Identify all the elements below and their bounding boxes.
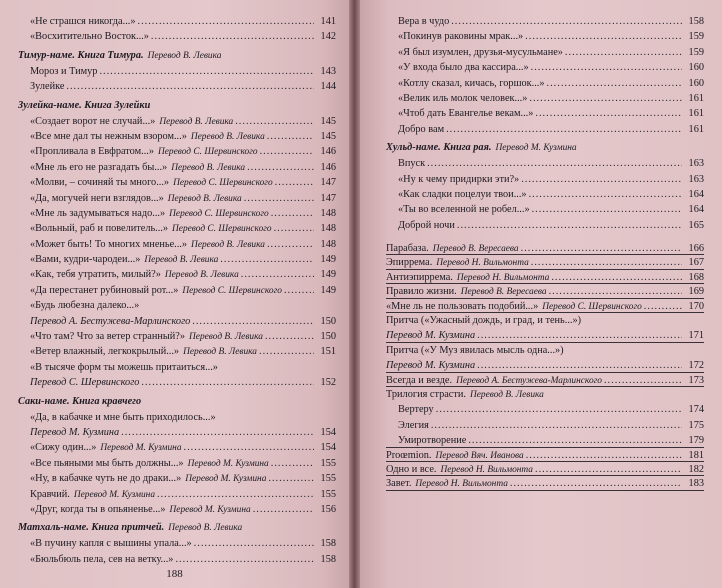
toc-entry [386, 14, 704, 29]
page-ref: 160 [688, 77, 704, 89]
page-ref: 164 [688, 204, 704, 216]
leader-dots [549, 284, 682, 299]
translator-credit: Перевод В. Левика [168, 523, 243, 534]
page-ref: 179 [688, 435, 704, 447]
leader-dots [531, 60, 682, 75]
leader-dots [267, 237, 314, 252]
page-ref: 148 [320, 223, 336, 235]
toc-entry [18, 14, 336, 29]
leader-dots [247, 160, 314, 175]
entry-title: «В тысяче форм ты можешь притаиться...» [30, 361, 218, 373]
entry-title: «Может быть! То многих мненье...» [30, 238, 188, 250]
leader-dots [138, 14, 315, 29]
entry-title: «Да, в кабачке и мне быть приходилось...» [30, 411, 216, 423]
leader-dots [271, 456, 314, 471]
leader-dots [175, 552, 314, 567]
toc-entry [18, 425, 336, 440]
page-ref: 163 [688, 158, 704, 170]
toc-entry [18, 329, 336, 344]
translator-credit: Перевод М. Кузмина [100, 443, 182, 454]
leader-dots [547, 76, 682, 91]
book-gutter [349, 0, 360, 588]
entry-title: «Мне ль его не разгадать бы...» [30, 161, 168, 173]
leader-dots [644, 299, 682, 314]
toc-entry [18, 221, 336, 236]
entry-title: «Мне ль задумываться надо...» [30, 207, 166, 219]
toc-entry [18, 283, 336, 298]
toc-entry [386, 76, 704, 91]
translator-credit: Перевод М. Кузмина [185, 474, 267, 485]
entry-title: «Как, тебя утратить, милый?» [30, 269, 161, 281]
page-ref: 142 [320, 31, 336, 43]
leader-dots [521, 172, 682, 187]
leader-dots [235, 114, 314, 129]
translator-credit: Перевод С. Шервинского [182, 285, 282, 296]
toc-entry [386, 299, 704, 314]
entry-title: Вертеру [398, 404, 434, 416]
page-ref: 146 [320, 146, 336, 158]
toc-entry [386, 187, 704, 202]
page-ref: 149 [320, 254, 336, 266]
leader-dots [565, 45, 682, 60]
toc-entry [18, 360, 336, 375]
translator-credit: Перевод В. Левика [167, 193, 242, 204]
leader-dots [268, 471, 314, 486]
entry-title: «Все пьяными мы быть должны...» [30, 457, 184, 469]
page-ref: 155 [320, 457, 336, 469]
toc-entry [386, 45, 704, 60]
toc-entry [18, 79, 336, 94]
entry-title: «Все мне дал ты нежным взором...» [30, 130, 187, 142]
toc-entry [18, 237, 336, 252]
toc-entry [386, 433, 704, 448]
section-title-text: Тимур-наме. Книга Тимура. [18, 49, 144, 61]
section-title-text: Матхаль-наме. Книга притчей. [18, 522, 165, 534]
page-ref: 155 [320, 473, 336, 485]
translator-credit: Перевод В. Левика [190, 131, 265, 142]
leader-dots [275, 175, 314, 190]
entry-title: Всегда и везде. [386, 374, 453, 386]
page-ref: 156 [320, 503, 336, 515]
leader-dots [244, 191, 314, 206]
toc-entry [18, 487, 336, 502]
leader-dots [184, 440, 314, 455]
page-ref: 170 [688, 300, 704, 312]
translator-credit: Перевод С. Шервинского [542, 301, 642, 312]
entry-title: «Пропливала в Евфратом...» [30, 146, 154, 158]
toc-entry [18, 502, 336, 517]
leader-dots [121, 425, 314, 440]
toc-section-title [18, 394, 336, 410]
translator-credit: Перевод Н. Вильмонта [436, 258, 529, 269]
toc-entry [386, 418, 704, 433]
entry-title: Доброй ночи [398, 219, 455, 231]
translator-credit: Перевод В. Левика [147, 50, 222, 61]
entry-title: «Котлу сказал, кичась, горшок...» [398, 77, 545, 89]
leader-dots [141, 375, 314, 390]
right-page [360, 0, 722, 588]
entry-title: Кравчий. [30, 488, 70, 500]
toc-entry [18, 129, 336, 144]
left-toc [18, 14, 336, 567]
translator-credit: Перевод Н. Вильмонта [456, 272, 550, 283]
left-page [0, 0, 349, 588]
page-ref: 145 [320, 115, 336, 127]
page-ref: 166 [688, 243, 704, 255]
entry-title: Впуск [398, 158, 426, 170]
leader-dots [525, 29, 682, 44]
entry-title: «Да перестанет рубиновый рот...» [30, 284, 179, 296]
toc-entry [386, 387, 704, 402]
leader-dots [265, 329, 314, 344]
page-ref: 150 [320, 331, 336, 343]
right-toc [386, 14, 704, 491]
toc-entry [386, 60, 704, 75]
toc-section-title [18, 98, 336, 114]
toc-entry [386, 284, 704, 299]
entry-title: «Сижу один...» [30, 442, 97, 454]
toc-entry [18, 175, 336, 190]
page-ref: 146 [320, 161, 336, 173]
leader-dots [99, 64, 314, 79]
page-ref: 159 [688, 46, 704, 58]
translator-credit: Перевод В. Левика [191, 239, 265, 250]
entry-title: «У входа было два кассира...» [398, 62, 529, 74]
entry-title: «Да, могучей неги взглядов...» [30, 192, 164, 204]
leader-dots [284, 283, 314, 298]
leader-dots [431, 418, 682, 433]
toc-entry [18, 252, 336, 267]
leader-dots [427, 156, 682, 171]
translator-credit: Перевод Н. Вильмонта [415, 479, 508, 490]
leader-dots [220, 252, 314, 267]
translator-credit: Перевод В. Левика [164, 270, 239, 281]
translator-credit: Перевод М. Кузмина [169, 504, 251, 515]
toc-entry [18, 314, 336, 329]
toc-entry [386, 270, 704, 285]
leader-dots [259, 344, 314, 359]
entry-title: «Я был изумлен, друзья-мусульмане» [398, 46, 563, 58]
entry-title: «Как сладки поцелуи твои...» [398, 188, 527, 200]
entry-title: «Бюльбюль пела, сев на ветку...» [30, 553, 174, 565]
leader-dots [468, 433, 682, 448]
translator-credit: Перевод С. Шервинского [169, 208, 269, 219]
toc-entry [386, 476, 704, 491]
entry-title: Перевод М. Кузмина [386, 360, 476, 372]
entry-title: Умиротворение [398, 435, 467, 447]
entry-title: «Ну к чему придирки эти?» [398, 173, 520, 185]
page-ref: 145 [320, 130, 336, 142]
page-ref: 181 [688, 449, 704, 461]
leader-dots [521, 241, 682, 256]
entry-title: Вера в чудо [398, 16, 450, 27]
entry-title: Мороз и Тимур [30, 65, 98, 77]
page-ref: 165 [688, 219, 704, 231]
leader-dots [274, 221, 314, 236]
entry-title: Завет. [386, 478, 412, 490]
section-title-text: Саки-наме. Книга кравчего [18, 395, 142, 407]
page-ref: 147 [320, 177, 336, 189]
page-ref: 158 [688, 16, 704, 27]
page-ref: 173 [688, 374, 704, 386]
page-ref: 141 [320, 16, 336, 27]
page-ref: 161 [688, 92, 704, 104]
leader-dots [271, 206, 314, 221]
toc-entry [386, 218, 704, 233]
leader-dots [241, 267, 314, 282]
entry-title: «Покинув раковины мрак...» [398, 31, 524, 43]
toc-entry [386, 313, 704, 328]
leader-dots [157, 487, 314, 502]
translator-credit: Перевод М. Кузмина [495, 143, 577, 154]
entry-title: «Ну, в кабачке чуть не до драки...» [30, 473, 182, 485]
entry-title: Одно и все. [386, 463, 437, 475]
entry-title: «Ветер влажный, легкокрылый...» [30, 346, 180, 358]
toc-entry [18, 471, 336, 486]
toc-entry [18, 160, 336, 175]
page-ref: 158 [320, 553, 336, 565]
toc-entry [386, 106, 704, 121]
entry-title: «Не страшся никогда...» [30, 16, 136, 27]
entry-title: «Вольный, раб и повелитель...» [30, 223, 169, 235]
toc-entry [18, 29, 336, 44]
toc-section-title [18, 520, 336, 536]
toc-section-title [386, 140, 704, 156]
page-ref: 148 [320, 207, 336, 219]
entry-title: «Друг, когда ты в опьяненье...» [30, 503, 166, 515]
page-ref: 171 [688, 330, 704, 342]
translator-credit: Перевод С. Шервинского [158, 147, 258, 158]
toc-entry [18, 114, 336, 129]
page-ref: 160 [688, 62, 704, 74]
toc-entry [18, 267, 336, 282]
page-ref: 164 [688, 188, 704, 200]
page-ref: 169 [688, 286, 704, 298]
toc-entry [386, 156, 704, 171]
toc-entry [386, 172, 704, 187]
entry-title: Элегия [398, 419, 429, 431]
toc-entry [18, 440, 336, 455]
entry-title: «Будь любезна далеко...» [30, 300, 140, 312]
toc-entry [18, 191, 336, 206]
leader-dots [267, 129, 314, 144]
translator-credit: Перевод В. Левика [171, 162, 246, 173]
leader-dots [457, 218, 682, 233]
entry-title: Парабаза. [386, 243, 429, 255]
entry-title: Антиэпиррема. [386, 271, 453, 283]
entry-title: Эпиррема. [386, 257, 433, 269]
toc-entry [386, 122, 704, 137]
page-ref: 175 [688, 419, 704, 431]
toc-entry [386, 29, 704, 44]
toc-entry [386, 358, 704, 373]
page-ref: 155 [320, 488, 336, 500]
leader-dots [526, 448, 682, 463]
page-ref: 143 [320, 65, 336, 77]
entry-title: Перевод С. Шервинского [30, 377, 140, 389]
leader-dots [451, 14, 682, 29]
translator-credit: Перевод А. Бестужева-Марлинского [456, 375, 602, 386]
toc-entry [18, 144, 336, 159]
entry-title: «Велик иль молок человек...» [398, 92, 528, 104]
page-ref: 174 [688, 404, 704, 416]
page-ref: 158 [320, 538, 336, 550]
toc-entry [18, 298, 336, 313]
leader-dots [532, 202, 682, 217]
toc-entry [386, 91, 704, 106]
entry-title: Перевод М. Кузмина [386, 330, 476, 342]
page-ref: 168 [688, 271, 704, 283]
translator-credit: Перевод Н. Вильмонта [440, 464, 533, 475]
translator-credit: Перевод В. Левика [469, 389, 544, 400]
entry-title: Перевод А. Бестужева-Марлинского [30, 315, 191, 327]
entry-title: «Восхитительно Восток...» [30, 31, 149, 43]
page-ref: 147 [320, 192, 336, 204]
page-ref: 151 [320, 346, 336, 358]
leader-dots [535, 462, 682, 477]
toc-entry [386, 328, 704, 343]
entry-title: «Создает ворот не случай...» [30, 115, 156, 127]
translator-credit: Перевод С. Шервинского [172, 224, 272, 235]
translator-credit: Перевод В. Левика [144, 255, 219, 266]
page-ref: 148 [320, 238, 336, 250]
translator-credit: Перевод М. Кузмина [73, 489, 156, 500]
toc-entry [386, 241, 704, 256]
page-ref: 150 [320, 315, 336, 327]
page-ref: 154 [320, 442, 336, 454]
leader-dots [194, 536, 314, 551]
entry-title: Притча («Ужасный дождь, и град, и тень...») [386, 315, 582, 327]
page-number: 188 [166, 568, 183, 580]
entry-title: Добро вам [398, 123, 445, 135]
leader-dots [477, 328, 682, 343]
toc-entry [386, 343, 704, 358]
leader-dots [604, 373, 682, 388]
leader-dots [151, 29, 314, 44]
toc-entry [386, 202, 704, 217]
entry-title: «Ты во вселенной не робел...» [398, 204, 530, 216]
toc-entry [18, 344, 336, 359]
toc-entry [18, 410, 336, 425]
page-ref: 183 [688, 478, 704, 490]
translator-credit: Перевод С. Шервинского [173, 178, 273, 189]
leader-dots [531, 255, 682, 270]
toc-entry [18, 456, 336, 471]
page-ref: 161 [688, 123, 704, 135]
entry-title: «Что там? Что за ветер странный?» [30, 331, 186, 343]
leader-dots [260, 144, 314, 159]
toc-entry [386, 462, 704, 477]
leader-dots [66, 79, 314, 94]
page-ref: 144 [320, 81, 336, 93]
page-ref: 149 [320, 284, 336, 296]
translator-credit: Перевод В. Левика [183, 347, 257, 358]
entry-title: «В пучину капля с вышины упала...» [30, 538, 192, 550]
page-ref: 149 [320, 269, 336, 281]
translator-credit: Перевод М. Кузмина [187, 458, 269, 469]
entry-title: «Молви, – сочиняй ты много...» [30, 177, 170, 189]
translator-credit: Перевод В. Вересаева [432, 244, 519, 255]
entry-title: «Чтоб дать Евангелье векам...» [398, 108, 534, 120]
entry-title: Proœmion. [386, 449, 432, 461]
leader-dots [446, 122, 682, 137]
page-ref: 172 [688, 360, 704, 372]
entry-title: Притча («У Муз явилась мысль одна...») [386, 344, 564, 356]
page-ref: 182 [688, 463, 704, 475]
leader-dots [477, 358, 682, 373]
entry-title: Перевод М. Кузмина [30, 426, 120, 438]
entry-title: Зулейке [30, 81, 65, 93]
entry-title: Правило жизни. [386, 286, 457, 298]
leader-dots [529, 91, 682, 106]
leader-dots [436, 402, 682, 417]
translator-credit: Перевод В. Левика [159, 116, 234, 127]
entry-title: «Мне ль не пользовать подобий...» [386, 300, 539, 312]
entry-title: «Вами, кудри-чародеи...» [30, 254, 141, 266]
translator-credit: Перевод В. Левика [189, 332, 263, 343]
toc-section-title [18, 48, 336, 64]
leader-dots [192, 314, 314, 329]
toc-spacer [386, 233, 704, 241]
toc-entry [386, 373, 704, 388]
leader-dots [535, 106, 682, 121]
toc-entry [386, 402, 704, 417]
translator-credit: Перевод Вяч. Иванова [435, 450, 524, 461]
translator-credit: Перевод В. Вересаева [460, 287, 547, 298]
section-title-text: Хульд-наме. Книга рая. [386, 142, 492, 154]
entry-title: Трилогия страсти. [386, 388, 466, 400]
leader-dots [253, 502, 314, 517]
leader-dots [510, 476, 682, 491]
page-ref: 161 [688, 108, 704, 120]
page-ref: 152 [320, 377, 336, 389]
page-ref: 159 [688, 31, 704, 43]
page-ref: 163 [688, 173, 704, 185]
toc-entry [18, 64, 336, 79]
section-title-text: Зулейка-наме. Книга Зулейки [18, 99, 151, 111]
toc-entry [18, 206, 336, 221]
toc-entry [18, 536, 336, 551]
toc-entry [18, 552, 336, 567]
toc-entry [18, 375, 336, 390]
page-ref: 154 [320, 426, 336, 438]
page-ref: 167 [688, 257, 704, 269]
leader-dots [529, 187, 682, 202]
leader-dots [551, 270, 682, 285]
